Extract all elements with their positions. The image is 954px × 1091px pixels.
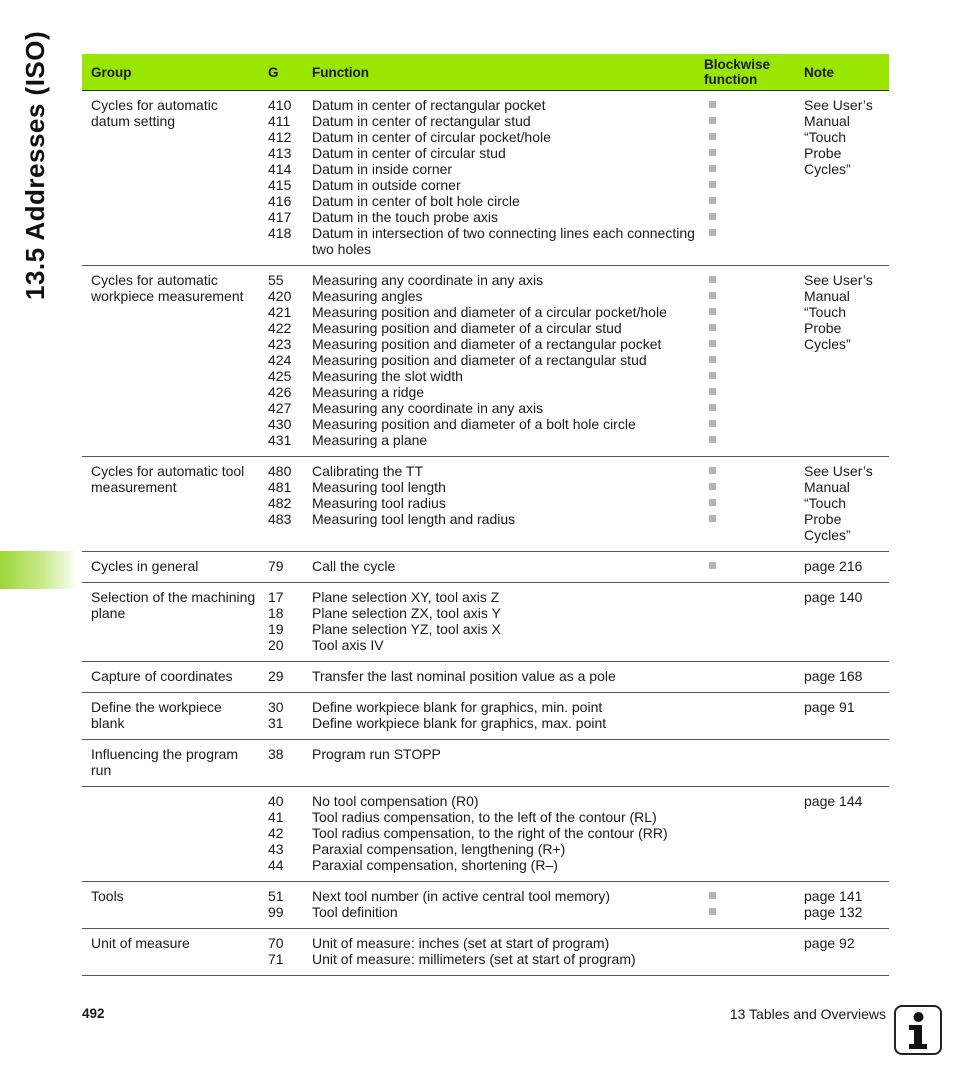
blockwise-cell <box>704 882 800 929</box>
function-text: Measuring position and diameter of a rectangular pocket <box>312 336 662 352</box>
square-bullet-icon <box>707 97 800 113</box>
table-header-row <box>82 54 889 91</box>
function-text: Tool radius compensation, to the left of the contour (RL) <box>312 809 657 825</box>
square-bullet-icon <box>707 368 800 384</box>
g-code-cell <box>259 583 303 662</box>
function-cell <box>303 91 704 266</box>
g-code: 18 <box>268 605 284 621</box>
note-cell <box>800 91 889 266</box>
g-code: 38 <box>268 746 284 762</box>
function-cell <box>303 662 704 693</box>
note-text: Probe <box>804 511 842 527</box>
g-code: 31 <box>268 715 284 731</box>
g-code: 414 <box>268 161 292 177</box>
note-cell <box>800 929 889 976</box>
function-text: No tool compensation (R0) <box>312 793 479 809</box>
square-bullet-icon <box>707 288 800 304</box>
function-text: Unit of measure: inches (set at start of program) <box>312 935 610 951</box>
g-code: 99 <box>268 904 284 920</box>
table-row <box>82 457 889 552</box>
iso-address-table <box>82 54 889 976</box>
blockwise-cell <box>704 91 800 266</box>
blockwise-cell <box>704 693 800 740</box>
info-icon <box>894 1005 942 1055</box>
square-bullet-icon <box>707 384 800 400</box>
square-bullet-icon <box>707 113 800 129</box>
function-text: Next tool number (in active central tool memory) <box>312 888 610 904</box>
group-cell: Cycles for automatic tool measurement <box>82 457 259 552</box>
g-code: 481 <box>268 479 292 495</box>
table-row <box>82 552 889 583</box>
g-code: 411 <box>268 113 291 129</box>
g-code: 29 <box>268 668 284 684</box>
note-text: See User’s <box>804 463 873 479</box>
g-code: 480 <box>268 463 292 479</box>
g-code-cell <box>259 929 303 976</box>
function-text: Program run STOPP <box>312 746 441 762</box>
g-code: 483 <box>268 511 292 527</box>
blockwise-cell <box>704 552 800 583</box>
g-code: 30 <box>268 699 284 715</box>
note-cell <box>800 662 889 693</box>
function-text: Datum in center of rectangular pocket <box>312 97 546 113</box>
note-cell <box>800 693 889 740</box>
header-note: Note <box>800 54 889 91</box>
square-bullet-icon <box>707 161 800 177</box>
note-text: “Touch <box>804 495 847 511</box>
note-text: Probe <box>804 145 842 161</box>
blockwise-cell <box>704 266 800 457</box>
function-cell <box>303 929 704 976</box>
note-text: See User’s <box>804 272 873 288</box>
g-code: 20 <box>268 637 284 653</box>
g-code: 418 <box>268 225 292 241</box>
g-code-cell <box>259 91 303 266</box>
function-text: Paraxial compensation, lengthening (R+) <box>312 841 566 857</box>
function-text: Measuring a ridge <box>312 384 425 400</box>
g-code-cell <box>259 787 303 882</box>
function-text: Measuring the slot width <box>312 368 463 384</box>
square-bullet-icon <box>707 272 800 288</box>
function-text: Tool definition <box>312 904 398 920</box>
function-text: Measuring a plane <box>312 432 428 448</box>
g-code: 425 <box>268 368 292 384</box>
square-bullet-icon <box>707 209 800 225</box>
header-g: G <box>259 54 303 91</box>
function-cell <box>303 882 704 929</box>
note-cell <box>800 740 889 787</box>
g-code: 42 <box>268 825 284 841</box>
g-code: 421 <box>268 304 292 320</box>
table-row <box>82 266 889 457</box>
note-text: page 141 <box>804 888 863 904</box>
function-text: Datum in the touch probe axis <box>312 209 498 225</box>
function-text: Plane selection XY, tool axis Z <box>312 589 500 605</box>
g-code: 41 <box>268 809 284 825</box>
g-code: 410 <box>268 97 292 113</box>
g-code: 427 <box>268 400 292 416</box>
function-text: Measuring position and diameter of a rectangular stud <box>312 352 647 368</box>
function-text: Define workpiece blank for graphics, min. point <box>312 699 603 715</box>
table-row <box>82 787 889 882</box>
square-bullet-icon <box>707 145 800 161</box>
g-code-cell <box>259 693 303 740</box>
g-code: 40 <box>268 793 284 809</box>
function-text: Datum in inside corner <box>312 161 453 177</box>
group-cell: Tools <box>82 882 259 929</box>
info-glyph <box>896 1007 940 1053</box>
function-cell <box>303 740 704 787</box>
function-text: Datum in center of bolt hole circle <box>312 193 520 209</box>
g-code: 423 <box>268 336 292 352</box>
g-code: 426 <box>268 384 292 400</box>
group-cell: Selection of the machining plane <box>82 583 259 662</box>
g-code: 51 <box>268 888 284 904</box>
note-text: Cycles” <box>804 527 851 543</box>
group-cell: Cycles for automatic datum setting <box>82 91 259 266</box>
function-cell <box>303 787 704 882</box>
table-row <box>82 929 889 976</box>
function-text: Transfer the last nominal position value as a pole <box>312 668 616 684</box>
g-code-cell <box>259 740 303 787</box>
group-cell: Cycles in general <box>82 552 259 583</box>
function-text: Datum in outside corner <box>312 177 461 193</box>
square-bullet-icon <box>707 416 800 432</box>
table-row <box>82 882 889 929</box>
function-text: Measuring position and diameter of a circular pocket/hole <box>312 304 667 320</box>
function-cell <box>303 552 704 583</box>
table-row <box>82 583 889 662</box>
function-text: Measuring position and diameter of a bolt hole circle <box>312 416 636 432</box>
group-cell: Influencing the program run <box>82 740 259 787</box>
g-code-cell <box>259 882 303 929</box>
square-bullet-icon <box>707 432 800 448</box>
note-text: Probe <box>804 320 842 336</box>
square-bullet-icon <box>707 511 800 527</box>
function-text: Calibrating the TT <box>312 463 424 479</box>
g-code-cell <box>259 266 303 457</box>
g-code: 482 <box>268 495 292 511</box>
g-code: 17 <box>268 589 284 605</box>
table-row <box>82 693 889 740</box>
group-cell: Cycles for automatic workpiece measurement <box>82 266 259 457</box>
function-text: Measuring any coordinate in any axis <box>312 272 544 288</box>
function-cell <box>303 457 704 552</box>
g-code: 430 <box>268 416 292 432</box>
function-text: Plane selection ZX, tool axis Y <box>312 605 501 621</box>
square-bullet-icon <box>707 888 800 904</box>
g-code: 43 <box>268 841 284 857</box>
blockwise-cell <box>704 787 800 882</box>
function-text: Plane selection YZ, tool axis X <box>312 621 501 637</box>
g-code: 70 <box>268 935 284 951</box>
square-bullet-icon <box>707 177 800 193</box>
square-bullet-icon <box>707 904 800 920</box>
note-text: page 132 <box>804 904 863 920</box>
square-bullet-icon <box>707 336 800 352</box>
g-code-cell <box>259 552 303 583</box>
square-bullet-icon <box>707 193 800 209</box>
g-code: 431 <box>268 432 292 448</box>
function-cell <box>303 693 704 740</box>
g-code: 19 <box>268 621 284 637</box>
g-code: 55 <box>268 272 284 288</box>
square-bullet-icon <box>707 320 800 336</box>
note-text: Cycles” <box>804 161 851 177</box>
note-text: page 91 <box>804 699 855 715</box>
square-bullet-icon <box>707 558 800 574</box>
square-bullet-icon <box>707 463 800 479</box>
square-bullet-icon <box>707 129 800 145</box>
header-blockwise: Blockwise function <box>704 54 800 91</box>
header-group: Group <box>82 54 259 91</box>
g-code: 420 <box>268 288 292 304</box>
square-bullet-icon <box>707 479 800 495</box>
blockwise-cell <box>704 929 800 976</box>
g-code: 71 <box>268 951 284 967</box>
note-text: Manual <box>804 113 850 129</box>
note-text: page 168 <box>804 668 863 684</box>
square-bullet-icon <box>707 304 800 320</box>
function-text: Datum in center of circular pocket/hole <box>312 129 551 145</box>
function-cell <box>303 583 704 662</box>
g-code: 413 <box>268 145 292 161</box>
g-code: 416 <box>268 193 292 209</box>
note-text: page 216 <box>804 558 863 574</box>
function-text: Measuring any coordinate in any axis <box>312 400 544 416</box>
g-code: 424 <box>268 352 292 368</box>
note-text: “Touch <box>804 129 847 145</box>
chapter-tab-marker <box>0 551 78 589</box>
blockwise-cell <box>704 740 800 787</box>
function-text: Define workpiece blank for graphics, max. point <box>312 715 607 731</box>
section-title-text: 13.5 Addresses (ISO) <box>20 30 50 300</box>
g-code: 412 <box>268 129 292 145</box>
note-cell <box>800 457 889 552</box>
table-body <box>82 91 889 976</box>
note-cell <box>800 266 889 457</box>
function-text: Datum in center of circular stud <box>312 145 506 161</box>
function-text: Datum in center of rectangular stud <box>312 113 531 129</box>
table-row <box>82 740 889 787</box>
function-text: Measuring tool radius <box>312 495 446 511</box>
g-code: 417 <box>268 209 292 225</box>
square-bullet-icon <box>707 400 800 416</box>
square-bullet-icon <box>707 225 800 241</box>
function-text: Tool axis IV <box>312 637 384 653</box>
function-text: Measuring position and diameter of a circular stud <box>312 320 622 336</box>
function-text: Paraxial compensation, shortening (R–) <box>312 857 558 873</box>
function-text: Measuring angles <box>312 288 423 304</box>
function-text: Tool radius compensation, to the right of the contour (RR) <box>312 825 668 841</box>
note-text: page 144 <box>804 793 863 809</box>
note-text: Manual <box>804 479 850 495</box>
function-text: Measuring tool length and radius <box>312 511 516 527</box>
function-text: Measuring tool length <box>312 479 446 495</box>
section-side-title <box>20 30 60 302</box>
table-row <box>82 662 889 693</box>
square-bullet-icon <box>707 495 800 511</box>
g-code: 415 <box>268 177 292 193</box>
note-text: See User’s <box>804 97 873 113</box>
g-code: 44 <box>268 857 284 873</box>
page-number: 492 <box>82 1006 105 1021</box>
blockwise-cell <box>704 662 800 693</box>
square-bullet-icon <box>707 352 800 368</box>
note-cell <box>800 882 889 929</box>
group-cell: Define the workpiece blank <box>82 693 259 740</box>
group-cell <box>82 787 259 882</box>
g-code: 422 <box>268 320 292 336</box>
group-cell: Unit of measure <box>82 929 259 976</box>
g-code-cell <box>259 457 303 552</box>
chapter-title: 13 Tables and Overviews <box>729 1006 886 1022</box>
blockwise-cell <box>704 457 800 552</box>
table-row <box>82 91 889 266</box>
g-code-cell <box>259 662 303 693</box>
note-text: page 140 <box>804 589 863 605</box>
note-text: “Touch <box>804 304 847 320</box>
note-cell <box>800 552 889 583</box>
note-cell <box>800 787 889 882</box>
function-text: Unit of measure: millimeters (set at start of program) <box>312 951 636 967</box>
function-cell <box>303 266 704 457</box>
blockwise-cell <box>704 583 800 662</box>
note-text: Manual <box>804 288 850 304</box>
g-code: 79 <box>268 558 284 574</box>
group-cell: Capture of coordinates <box>82 662 259 693</box>
note-text: page 92 <box>804 935 855 951</box>
header-function: Function <box>303 54 704 91</box>
function-text: Call the cycle <box>312 558 396 574</box>
note-text: Cycles” <box>804 336 851 352</box>
note-cell <box>800 583 889 662</box>
function-text: Datum in intersection of two connecting lines each connecting two holes <box>312 225 695 257</box>
